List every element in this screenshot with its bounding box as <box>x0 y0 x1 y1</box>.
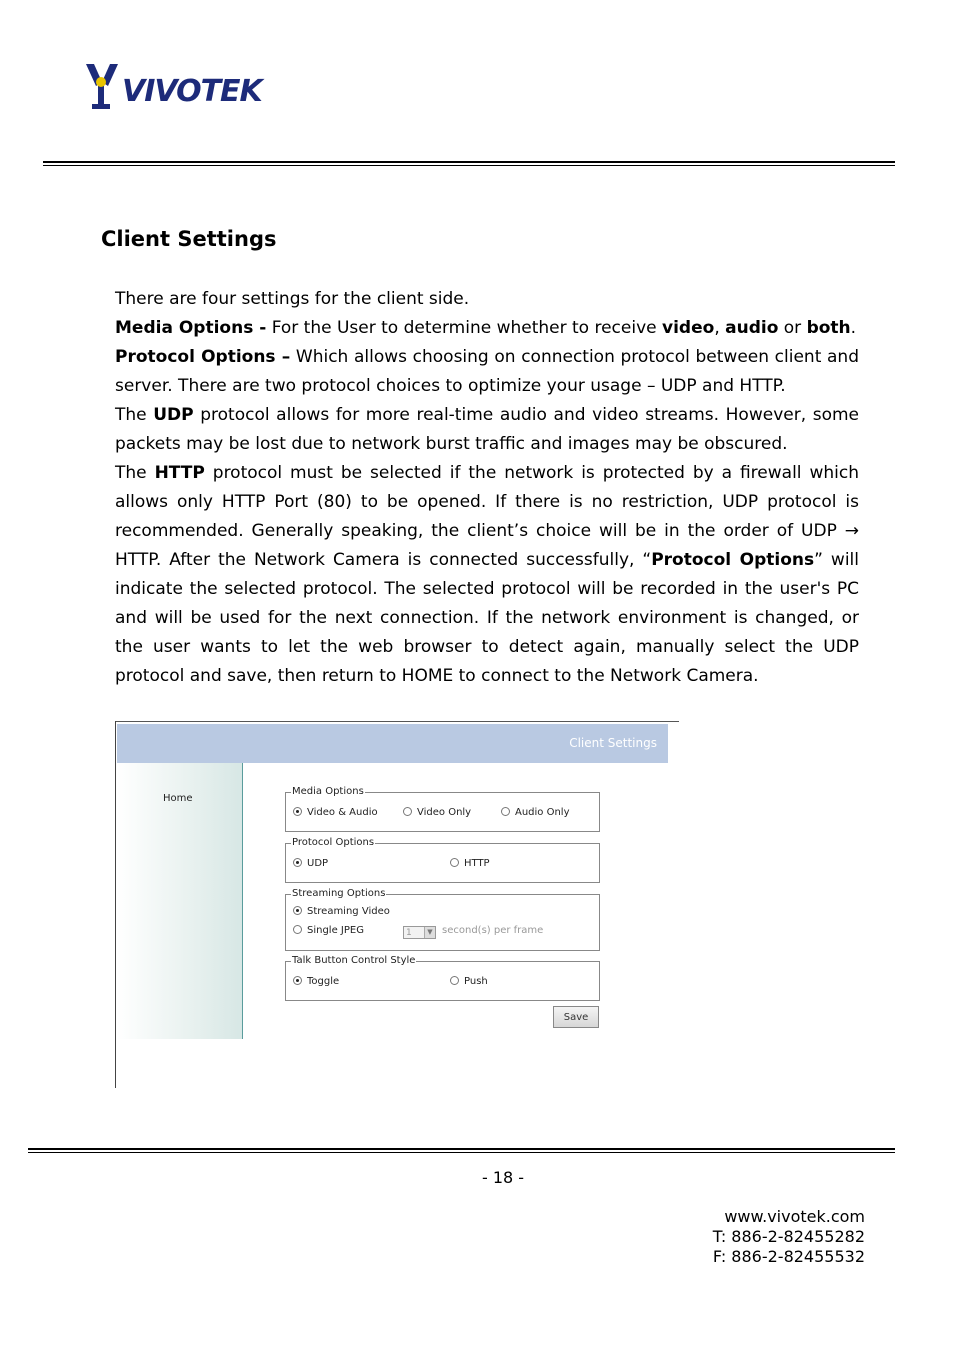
radio-audio-only[interactable] <box>501 807 570 819</box>
paragraph-intro: There are four settings for the client side. <box>115 289 470 309</box>
term-audio: audio <box>725 318 779 338</box>
radio-udp[interactable] <box>293 858 328 870</box>
radio-label: Push <box>464 976 488 987</box>
radio-label: Video & Audio <box>307 807 378 818</box>
radio-video-only[interactable] <box>403 807 471 819</box>
radio-selected-icon <box>293 807 302 816</box>
text: Which allows choosing on connection protocol between client and server. There are two protocol choices to optimize your usage – UDP and HTTP. <box>115 347 859 396</box>
term-video: video <box>662 318 715 338</box>
text: ” will indicate the selected protocol. The selected protocol will be recorded in the user's PC and will be used for the next connection. If the network environment is changed, or the user wants to let the web browser to detect again, manually select the UDP protocol and save, then return to HOME to connect to the Network Camera. <box>115 550 859 686</box>
radio-icon <box>403 807 412 816</box>
text: For the User to determine whether to receive <box>266 318 663 338</box>
radio-icon <box>501 807 510 816</box>
header-rule <box>43 161 895 163</box>
logo-mark-icon <box>84 62 124 112</box>
radio-label: Streaming Video <box>307 906 390 917</box>
logo-text: VIVOTEK <box>122 74 262 109</box>
radio-label: Audio Only <box>515 807 570 818</box>
term-http: HTTP <box>154 463 205 483</box>
radio-label: Video Only <box>417 807 472 818</box>
sidebar-home-link[interactable]: Home <box>163 793 193 804</box>
section-title: Client Settings <box>101 227 277 251</box>
streaming-options-legend: Streaming Options <box>292 888 386 899</box>
header-rule-thin <box>43 165 895 166</box>
screenshot-border-top <box>115 721 679 722</box>
term-udp: UDP <box>153 405 194 425</box>
term-media-options: Media Options - <box>115 318 267 338</box>
client-settings-screenshot <box>115 721 680 1088</box>
radio-label: UDP <box>307 858 329 869</box>
footer-rule-thin <box>28 1152 895 1153</box>
radio-single-jpeg[interactable] <box>293 925 364 937</box>
radio-label: Toggle <box>307 976 340 987</box>
media-options-legend: Media Options <box>292 786 364 797</box>
radio-selected-icon <box>293 858 302 867</box>
screenshot-header-title: Client Settings <box>569 736 657 750</box>
contact-block <box>713 1207 865 1267</box>
term-protocol-options-quote: Protocol Options <box>651 550 815 570</box>
paragraph-udp <box>115 401 859 459</box>
radio-label: HTTP <box>464 858 490 869</box>
screenshot-border-left <box>115 721 116 1088</box>
radio-push[interactable] <box>450 976 488 988</box>
text: The <box>115 463 155 483</box>
radio-selected-icon <box>293 976 302 985</box>
text: , <box>714 318 726 338</box>
text: protocol must be selected if the network is protected by a firewall which allows only HTTP Port (80) to be opened. If there is no restriction, UDP protocol is recommended. Generally speaking, the client’s choice will be in the order of UDP → HTTP. After the Network Camera is connected successfully, “ <box>115 463 859 570</box>
text: protocol allows for more real-time audio and video streams. However, some packets may be lost due to network burst traffic and images may be obscured. <box>115 405 859 454</box>
save-button[interactable]: Save <box>553 1006 599 1028</box>
term-protocol-options: Protocol Options – <box>115 347 291 367</box>
footer-rule <box>28 1148 895 1150</box>
media-options-group <box>285 786 600 832</box>
radio-selected-icon <box>293 906 302 915</box>
screenshot-header <box>117 724 668 763</box>
talk-button-legend: Talk Button Control Style <box>292 955 416 966</box>
frame-interval-select[interactable] <box>403 926 436 939</box>
website-text: www.vivotek.com <box>724 1207 865 1226</box>
term-both: both <box>806 318 851 338</box>
fax-text: F: 886-2-82455532 <box>712 1247 865 1266</box>
chevron-down-icon: ▼ <box>424 927 435 938</box>
paragraph-media-options <box>115 314 859 343</box>
protocol-options-group <box>285 837 600 883</box>
text: . <box>850 318 857 338</box>
select-value: 1 <box>406 928 412 938</box>
protocol-options-legend: Protocol Options <box>292 837 375 848</box>
radio-video-audio[interactable] <box>293 807 378 819</box>
paragraph-http <box>115 459 859 691</box>
radio-http[interactable] <box>450 858 490 870</box>
radio-icon <box>450 858 459 867</box>
text: or <box>778 318 807 338</box>
streaming-options-group <box>285 888 600 951</box>
phone-text: T: 886-2-82455282 <box>712 1227 865 1246</box>
paragraph-protocol-options <box>115 343 859 401</box>
frame-interval-suffix: second(s) per frame <box>442 925 544 936</box>
text: The <box>115 405 154 425</box>
radio-streaming-video[interactable] <box>293 906 390 918</box>
radio-icon <box>293 925 302 934</box>
radio-icon <box>450 976 459 985</box>
page-number: - 18 - <box>481 1168 525 1187</box>
screenshot-sidebar <box>117 763 243 1039</box>
body-text <box>115 285 859 691</box>
radio-toggle[interactable] <box>293 976 339 988</box>
talk-button-group <box>285 955 600 1001</box>
radio-label: Single JPEG <box>307 925 364 936</box>
vivotek-logo <box>84 62 290 112</box>
